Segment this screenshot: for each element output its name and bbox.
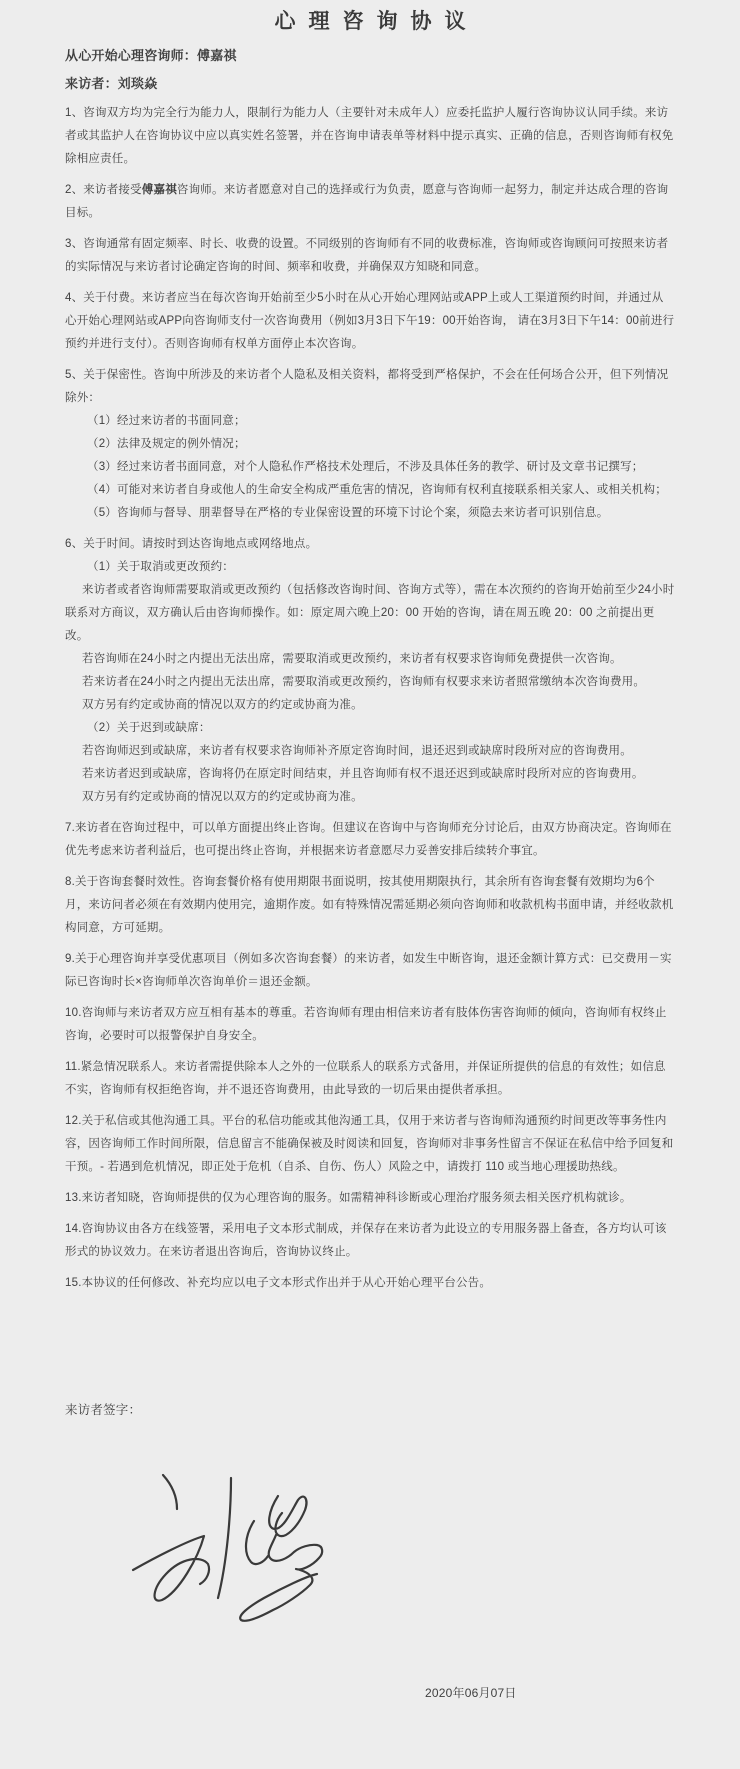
clause-text: 若来访者在24小时之内提出无法出席，需要取消或更改预约，咨询师有权要求来访者照常缴纳本次咨询费用。 <box>82 676 646 688</box>
clause-text: 若来访者迟到或缺席，咨询将仍在原定时间结束，并且咨询师有权不退还迟到或缺席时段所对应的咨询费用。 <box>82 768 644 780</box>
clause-text: 咨询师。来访者愿意对自己的选择或行为负责，愿意与咨询师一起努力，制定并达成合理的咨询目标。 <box>65 184 669 219</box>
clause-25 <box>65 1056 675 1102</box>
clause-28 <box>65 1218 675 1264</box>
clause-text: 10.咨询师与来访者双方应互相有基本的尊重。若咨询师有理由相信来访者有肢体伤害咨询师的倾向，咨询师有权终止咨询，必要时可以报警保护自身安全。 <box>65 1007 667 1042</box>
signature-stroke <box>269 1535 323 1569</box>
signature-image <box>88 1468 328 1633</box>
clause-text: 14.咨询协议由各方在线签署，采用电子文本形式制成，并保存在来访者为此设立的专用服务器上备查，各方均认可该形式的协议效力。在来访者退出咨询后，咨询协议终止。 <box>65 1223 667 1258</box>
clause-text: （3）经过来访者书面同意，对个人隐私作严格技术处理后，不涉及具体任务的教学、研讨及文章书记撰写； <box>87 461 644 473</box>
clause-text: 双方另有约定或协商的情况以双方的约定或协商为准。 <box>82 791 363 803</box>
clause-7 <box>65 433 675 456</box>
clause-text: 2、来访者接受 <box>65 184 142 196</box>
clause-5 <box>65 364 675 410</box>
clause-text: （1）关于取消或更改预约： <box>87 561 234 573</box>
clause-12 <box>65 556 675 579</box>
clause-14 <box>65 648 675 671</box>
signature-stroke <box>218 1478 231 1598</box>
clause-21 <box>65 817 675 863</box>
visitor-header: 来访者：刘琰焱 <box>65 76 158 91</box>
clause-bold-text: 傅嘉祺 <box>141 184 177 196</box>
signature-date: 2020年06月07日 <box>425 1686 517 1700</box>
clause-29 <box>65 1272 675 1295</box>
clause-text: 4、关于付费。来访者应当在每次咨询开始前至少5小时在从心开始心理网站或APP上或人工渠道预约时间，并通过从心开始心理网站或APP向咨询师支付一次咨询费用（例如3月3日下午19：00开始咨询， 请在3月3日下午14：00前进行预约并进行支付）。否则咨询师有权单方面停止本次咨询。 <box>65 292 675 350</box>
clause-text: 5、关于保密性。咨询中所涉及的来访者个人隐私及相关资料，都将受到严格保护，不会在任何场合公开，但下列情况除外： <box>65 369 669 404</box>
visitor-signature <box>88 1468 328 1633</box>
clause-text: 6、关于时间。请按时到达咨询地点或网络地点。 <box>65 538 318 550</box>
clause-text: 15.本协议的任何修改、补充均应以电子文本形式作出并于从心开始心理平台公告。 <box>65 1277 492 1289</box>
signature-stroke <box>133 1536 209 1601</box>
clause-text: 8.关于咨询套餐时效性。咨询套餐价格有使用期限书面说明，按其使用期限执行，其余所有咨询套餐有效期均为6个月，来访问者必须在有效期内使用完，逾期作废。如有特殊情况需延期必须向咨询师和收款机构书面申请，并经收款机构同意，方可延期。 <box>65 876 674 934</box>
clause-text: 9.关于心理咨询并享受优惠项目（例如多次咨询套餐）的来访者，如发生中断咨询，退还金额计算方式：已交费用－实际已咨询时长×咨询师单次咨询单价＝退还金额。 <box>65 953 672 988</box>
clause-24 <box>65 1002 675 1048</box>
clause-text: （5）咨询师与督导、朋辈督导在严格的专业保密设置的环境下讨论个案，须隐去来访者可识别信息。 <box>87 507 609 519</box>
clause-1 <box>65 102 675 171</box>
clause-text: （4）可能对来访者自身或他人的生命安全构成严重危害的情况，咨询师有权利直接联系相关家人、或相关机构； <box>87 484 667 496</box>
clause-10 <box>65 502 675 525</box>
clause-6 <box>65 410 675 433</box>
clause-19 <box>65 763 675 786</box>
clause-text: （2）法律及规定的例外情况； <box>87 438 246 450</box>
signature-stroke <box>246 1521 268 1564</box>
clause-16 <box>65 694 675 717</box>
clause-11 <box>65 533 675 556</box>
clause-text: 若咨询师在24小时之内提出无法出席，需要取消或更改预约，来访者有权要求咨询师免费提供一次咨询。 <box>82 653 622 665</box>
clause-text: 11.紧急情况联系人。来访者需提供除本人之外的一位联系人的联系方式备用，并保证所提供的信息的有效性；如信息不实，咨询师有权拒绝咨询，并不退还咨询费用，由此导致的一切后果由提供者承担。 <box>65 1061 666 1096</box>
clause-text: 3、咨询通常有固定频率、时长、收费的设置。不同级别的咨询师有不同的收费标准，咨询师或咨询顾问可按照来访者的实际情况与来访者讨论确定咨询的时间、频率和收费，并确保双方知晓和同意。 <box>65 238 669 273</box>
clause-23 <box>65 948 675 994</box>
clause-text: （2）关于迟到或缺席： <box>87 722 211 734</box>
clause-18 <box>65 740 675 763</box>
clause-text: 来访者或者咨询师需要取消或更改预约（包括修改咨询时间、咨询方式等），需在本次预约的咨询开始前至少24小时联系对方商议，双方确认后由咨询师操作。如：原定周六晚上20：00 开始的咨询，请在周五晚 20：00 之前提出更改。 <box>65 584 675 642</box>
clause-text: 12.关于私信或其他沟通工具。平台的私信功能或其他沟通工具，仅用于来访者与咨询师沟通预约时间更改等事务性内容，因咨询师工作时间所限，信息留言不能确保被及时阅读和回复，咨询师对非事务性留言不保证在私信中给予回复和干预。- 若遇到危机情况，即正处于危机（自杀、自伤、伤人）风险之中，请拨打 110 或当地心理援助热线。 <box>65 1115 674 1173</box>
clause-text: 双方另有约定或协商的情况以双方的约定或协商为准。 <box>82 699 363 711</box>
counselor-header: 从心开始心理咨询师：傅嘉祺 <box>65 48 237 63</box>
clause-text: 1、咨询双方均为完全行为能力人，限制行为能力人（主要针对未成年人）应委托监护人履行咨询协议认同手续。来访者或其监护人在咨询协议中应以真实姓名签署，并在咨询申请表单等材料中提示真实、正确的信息，否则咨询师有权免除相应责任。 <box>65 107 674 165</box>
page-title: 心理咨询协议 <box>274 10 479 33</box>
clause-22 <box>65 871 675 940</box>
clause-4 <box>65 287 675 356</box>
clause-text: 若咨询师迟到或缺席，来访者有权要求咨询师补齐原定咨询时间，退还迟到或缺席时段所对应的咨询费用。 <box>82 745 632 757</box>
clause-26 <box>65 1110 675 1179</box>
clause-15 <box>65 671 675 694</box>
signature-label: 来访者签字： <box>65 1403 142 1417</box>
clause-2 <box>65 179 675 225</box>
clause-text: 7.来访者在咨询过程中，可以单方面提出终止咨询。但建议在咨询中与咨询师充分讨论后，由双方协商决定。咨询师在优先考虑来访者利益后，也可提出终止咨询，并根据来访者意愿尽力妥善安排后续转介事宜。 <box>65 822 672 857</box>
signature-stroke <box>240 1570 317 1621</box>
clause-20 <box>65 786 675 809</box>
clause-3 <box>65 233 675 279</box>
clause-text: （1）经过来访者的书面同意； <box>87 415 246 427</box>
clause-text: 13.来访者知晓，咨询师提供的仅为心理咨询的服务。如需精神科诊断或心理治疗服务须去相关医疗机构就诊。 <box>65 1192 632 1204</box>
clause-27 <box>65 1187 675 1210</box>
clause-8 <box>65 456 675 479</box>
signature-stroke <box>269 1496 306 1536</box>
clause-9 <box>65 479 675 502</box>
clause-13 <box>65 579 675 648</box>
signature-stroke <box>163 1475 177 1509</box>
agreement-body <box>65 102 675 1295</box>
clause-17 <box>65 717 675 740</box>
